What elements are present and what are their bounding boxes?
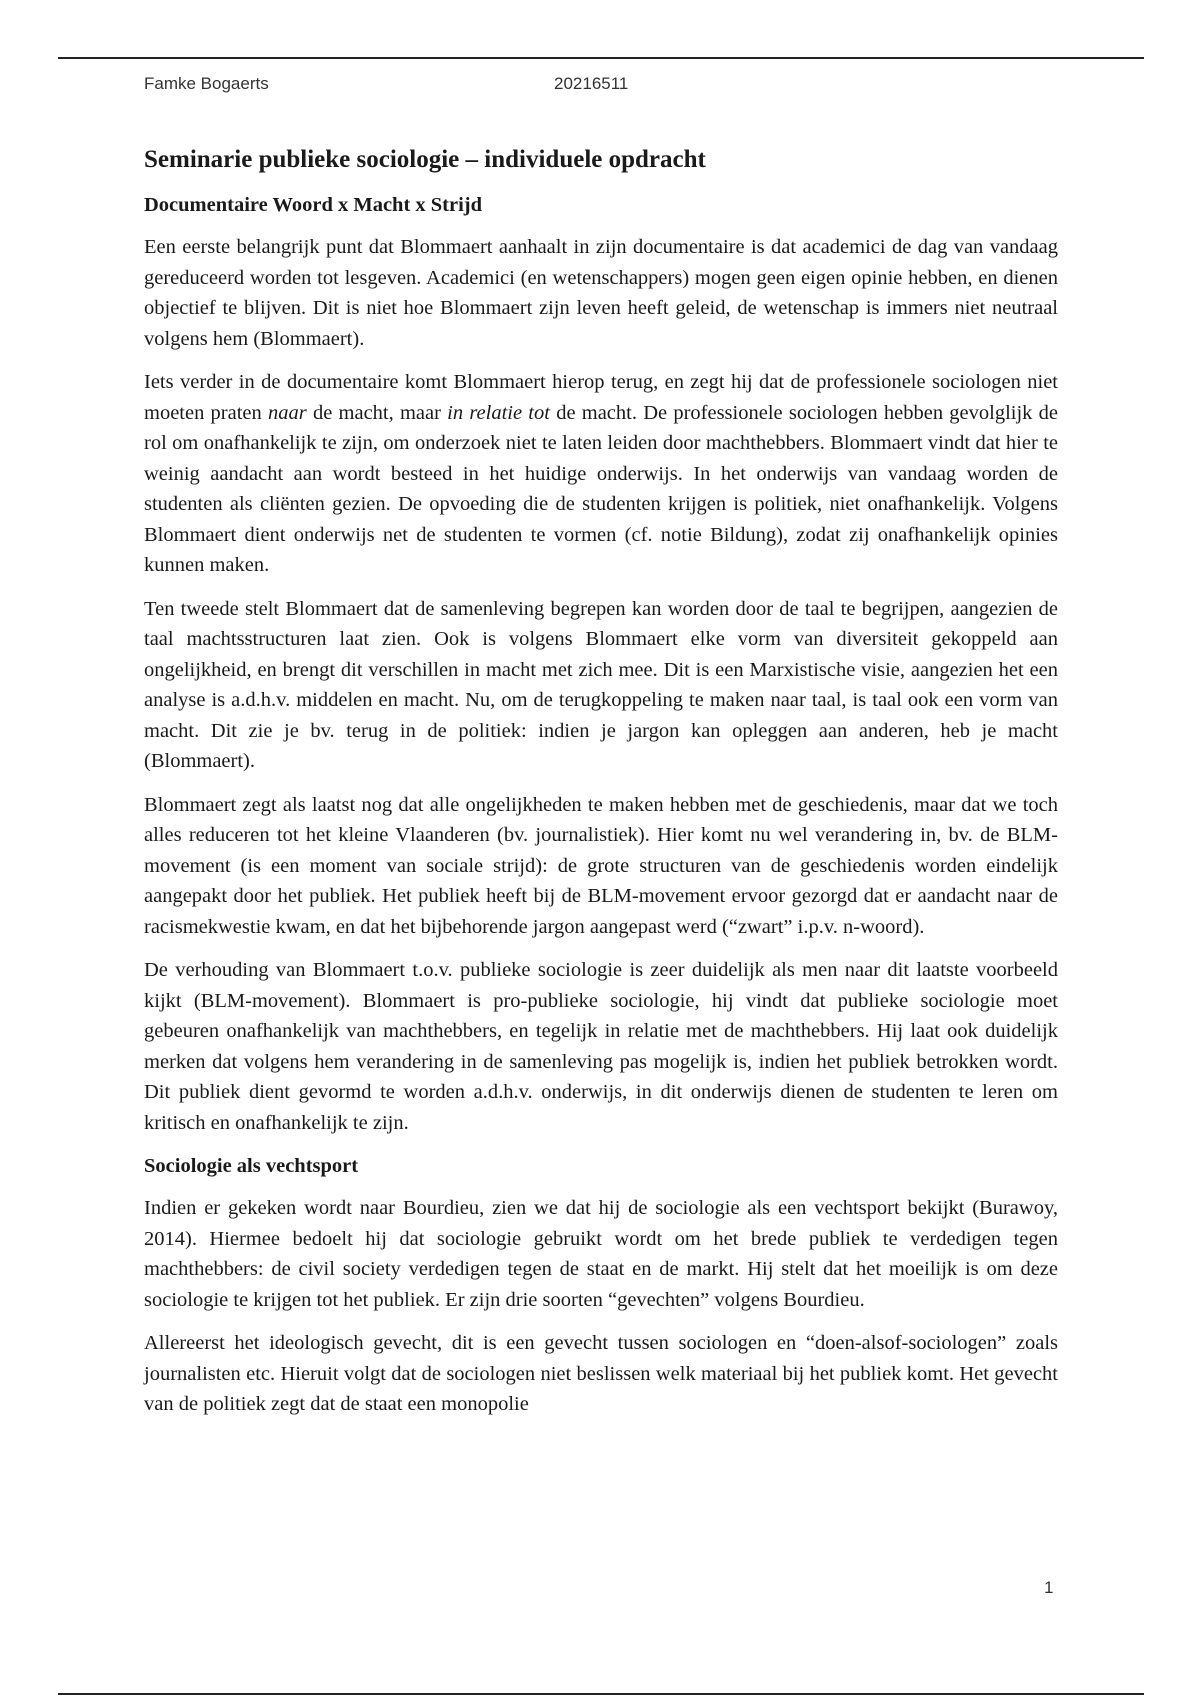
- text-run: de macht, maar: [306, 401, 448, 424]
- text-run: de macht. De professionele sociologen hebben gevolglijk de rol om onafhankelijk te zijn, om onderzoek niet te laten leiden door machthebbers. Blommaert vindt dat hier te weinig aandacht aan wordt besteed in het huidige onderwijs. In het onderwijs van vandaag worden de studenten als cliënten gezien. De opvoeding die de studenten krijgen is politiek, niet onafhankelijk. Volgens Blommaert dient onderwijs net de studenten te vormen (cf. notie Bildung), zodat zij onafhankelijk opinies kunnen maken.: [144, 401, 1058, 576]
- paragraph: Een eerste belangrijk punt dat Blommaert aanhaalt in zijn documentaire is dat academici de dag van vandaag gereduceerd worden tot lesgeven. Academici (en wetenschappers) mogen geen eigen opinie hebben, en dienen objectief te blijven. Dit is niet hoe Blommaert zijn leven heeft geleid, de wetenschap is immers niet neutraal volgens hem (Blommaert).: [144, 236, 1058, 350]
- paragraph: Blommaert zegt als laatst nog dat alle ongelijkheden te maken hebben met de geschiedenis, maar dat we toch alles reduceren tot het kleine Vlaanderen (bv. journalistiek). Hier komt nu wel verandering in, bv. de BLM-movement (is een moment van sociale strijd): de grote structuren van de geschiedenis worden eindelijk aangepakt door het publiek. Het publiek heeft bij de BLM-movement ervoor gezorgd dat er aandacht naar de racismekwestie kwam, en dat het bijbehorende jargon aangepast werd (“zwart” i.p.v. n-woord).: [144, 793, 1058, 938]
- emphasis-text: naar: [268, 401, 307, 424]
- paragraph: De verhouding van Blommaert t.o.v. publieke sociologie is zeer duidelijk als men naar dit laatste voorbeeld kijkt (BLM-movement). Blommaert is pro-publieke sociologie, hij vindt dat publieke sociologie moet gebeuren onafhankelijk van machthebbers, en tegelijk in relatie met de machthebbers. Hij laat ook duidelijk merken dat volgens hem verandering in de samenleving pas mogelijk is, indien het publiek betrokken wordt. Dit publiek dient gevormd te worden a.d.h.v. onderwijs, in dit onderwijs dienen de studenten te leren om kritisch en onafhankelijk te zijn.: [144, 959, 1058, 1134]
- author-name: Famke Bogaerts: [144, 74, 269, 93]
- paragraph: Indien er gekeken wordt naar Bourdieu, zien we dat hij de sociologie als een vechtsport bekijkt (Burawoy, 2014). Hiermee bedoelt hij dat sociologie gebruikt wordt om het brede publiek te verdedigen tegen machthebbers: de civil society verdedigen tegen de staat en de markt. Hij stelt dat het moeilijk is om deze sociologie te krijgen tot het publiek. Er zijn drie soorten “gevechten” volgens Bourdieu.: [144, 1197, 1058, 1311]
- section-heading-vechtsport: Sociologie als vechtsport: [144, 1155, 359, 1177]
- page-header: [144, 74, 1064, 98]
- paragraph: Ten tweede stelt Blommaert dat de samenleving begrepen kan worden door de taal te begrijpen, aangezien de taal machtsstructuren laat zien. Ook is volgens Blommaert elke vorm van diversiteit gekoppeld aan ongelijkheid, en brengt dit verschillen in macht met zich mee. Dit is een Marxistische visie, aangezien het een analyse is a.d.h.v. middelen en macht. Nu, om de terugkoppeling te maken naar taal, is taal ook een vorm van macht. Dit zie je bv. terug in de politiek: indien je jargon kan opleggen aan anderen, heb je macht (Blommaert).: [144, 597, 1058, 772]
- footer-rule: [58, 1693, 1144, 1695]
- document-title: Seminarie publieke sociologie – individuele opdracht: [144, 146, 706, 173]
- student-id: 20216511: [554, 74, 629, 93]
- header-rule: [58, 57, 1144, 59]
- document-body: [144, 142, 1058, 1433]
- emphasis-text: in relatie tot: [447, 401, 550, 424]
- paragraph: Allereerst het ideologisch gevecht, dit is een gevecht tussen sociologen en “doen-alsof-sociologen” zoals journalisten etc. Hieruit volgt dat de sociologen niet beslissen welk materiaal bij het publiek komt. Het gevecht van de politiek zegt dat de staat een monopolie: [144, 1332, 1058, 1415]
- section-heading-documentaire: Documentaire Woord x Macht x Strijd: [144, 194, 483, 216]
- page-number: 1: [1044, 1578, 1054, 1597]
- paragraph: [144, 367, 1058, 581]
- text-run: Iets verder in de documentaire komt Blommaert hierop terug, en zegt hij dat de professionele sociologen niet moeten praten: [144, 371, 1058, 424]
